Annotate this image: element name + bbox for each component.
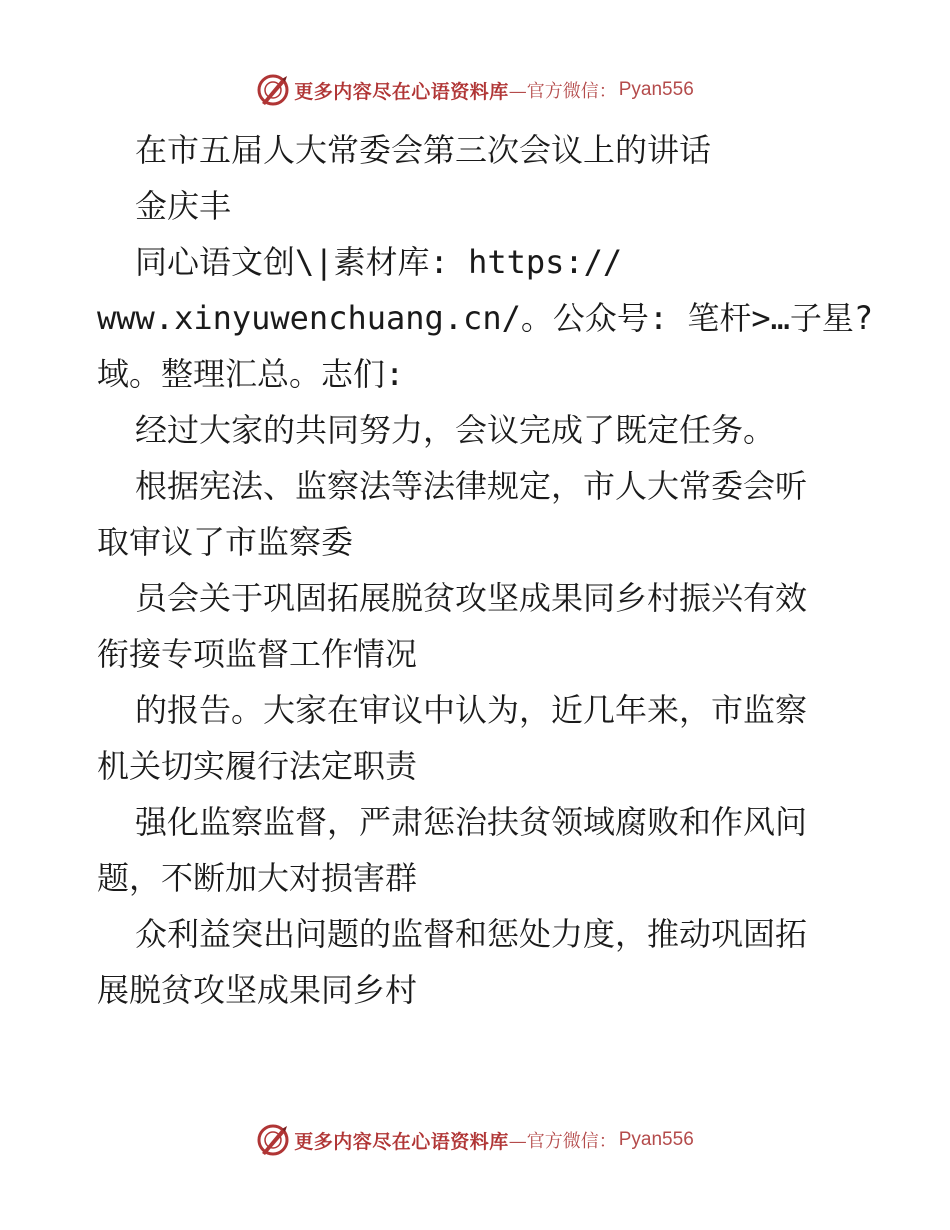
text-line: 机关切实履行法定职责 [97, 747, 418, 785]
watermark-sub-text: —官方微信： [508, 1131, 617, 1152]
document-author: 金庆丰 [135, 187, 232, 225]
text-line: 众利益突出问题的监督和惩处力度，推动巩固拓 [135, 915, 808, 953]
watermark-wechat-id: Pyan556 [618, 1129, 694, 1150]
text-line: 衔接专项监督工作情况 [97, 635, 418, 673]
text-line: 展脱贫攻坚成果同乡村 [97, 971, 418, 1009]
text-line: 取审议了市监察委 [97, 523, 354, 561]
watermark-main-text: 更多内容尽在心语资料库 [294, 1130, 509, 1153]
text-line: 域。整理汇总。志们: [97, 355, 405, 393]
pen-logo-icon [256, 1123, 290, 1157]
document-text [97, 234, 874, 1018]
document-body [97, 122, 874, 1018]
watermark-main-text: 更多内容尽在心语资料库 [294, 80, 509, 103]
text-line: www.xinyuwenchuang.cn/。公众号: 笔杆>…子星? [97, 299, 874, 337]
pen-logo-icon [256, 73, 290, 107]
footer-watermark [0, 1120, 950, 1160]
text-line: 同心语文创\|素材库: https:// [135, 243, 623, 281]
header-watermark [0, 70, 950, 110]
text-line: 强化监察监督，严肃惩治扶贫领域腐败和作风问 [135, 803, 808, 841]
text-line: 员会关于巩固拓展脱贫攻坚成果同乡村振兴有效 [135, 579, 808, 617]
text-line: 根据宪法、监察法等法律规定，市人大常委会听 [135, 467, 808, 505]
document-title: 在市五届人大常委会第三次会议上的讲话 [135, 131, 712, 169]
watermark-sub-text: —官方微信： [508, 81, 617, 102]
text-line: 题，不断加大对损害群 [97, 859, 418, 897]
text-line: 的报告。大家在审议中认为，近几年来，市监察 [135, 691, 808, 729]
text-line: 经过大家的共同努力，会议完成了既定任务。 [135, 411, 776, 449]
watermark-wechat-id: Pyan556 [618, 79, 694, 100]
